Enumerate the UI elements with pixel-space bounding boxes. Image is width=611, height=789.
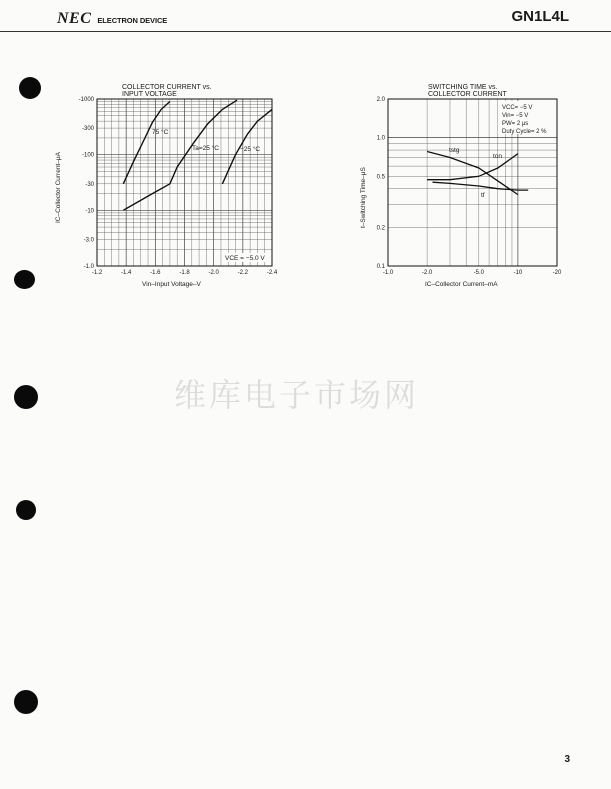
y-tick-label: -10 bbox=[85, 208, 94, 215]
y-tick-label: -100 bbox=[81, 152, 94, 159]
x-tick-label: -2.2 bbox=[237, 270, 249, 276]
x-tick-label: -1.2 bbox=[91, 270, 103, 276]
condition-vin: Vin= −5 V bbox=[502, 113, 529, 119]
y-tick-label: 2.0 bbox=[376, 97, 385, 103]
x-axis-label: IC–Collector Current–mA bbox=[425, 281, 498, 288]
header-brand bbox=[57, 10, 167, 28]
condition-duty: Duty Cycle= 2 % bbox=[502, 129, 547, 135]
annotation-75c: 75 °C bbox=[152, 129, 169, 136]
condition-pw: PW= 2 μs bbox=[502, 121, 529, 127]
y-tick-label: 0.5 bbox=[376, 174, 385, 181]
series-line bbox=[123, 100, 237, 210]
x-tick-label: -20 bbox=[552, 270, 562, 276]
brand-logo: NEC bbox=[57, 10, 92, 27]
punch-hole bbox=[14, 690, 38, 714]
x-tick-label: -1.8 bbox=[179, 270, 190, 276]
chart-title-line2: INPUT VOLTAGE bbox=[122, 91, 177, 98]
x-tick-label: -2.4 bbox=[266, 270, 278, 276]
collector-current-chart bbox=[50, 78, 290, 298]
y-axis-label: IC–Collector Current–μA bbox=[55, 152, 62, 223]
y-tick-label: 0.1 bbox=[376, 264, 385, 270]
y-tick-label: -30 bbox=[85, 181, 94, 188]
punch-hole bbox=[16, 500, 36, 520]
brand-subtitle: ELECTRON DEVICE bbox=[97, 16, 168, 25]
series-line bbox=[433, 182, 529, 190]
x-tick-label: -1.0 bbox=[382, 270, 394, 276]
chart-title-line1: COLLECTOR CURRENT vs. bbox=[122, 84, 212, 91]
chart-title-line2: COLLECTOR CURRENT bbox=[428, 91, 507, 98]
x-tick-label: -5.0 bbox=[473, 270, 484, 276]
y-tick-label: -1.0 bbox=[83, 264, 94, 270]
chart-series bbox=[123, 100, 272, 210]
header-divider bbox=[0, 31, 611, 32]
annotation-vce: VCE = −5.0 V bbox=[225, 255, 265, 262]
label-tstg: tstg bbox=[449, 147, 460, 154]
label-tf: tf bbox=[481, 192, 485, 199]
y-tick-label: -300 bbox=[81, 126, 94, 133]
x-tick-label: -1.6 bbox=[150, 270, 161, 276]
x-tick-label: -10 bbox=[513, 270, 523, 276]
y-tick-label: -1000 bbox=[78, 97, 94, 103]
y-tick-label: 0.2 bbox=[376, 225, 385, 232]
punch-hole bbox=[19, 77, 41, 99]
watermark: 维库电子市场网 bbox=[174, 376, 420, 414]
chart-title-line1: SWITCHING TIME vs. bbox=[428, 84, 498, 91]
punch-hole bbox=[14, 385, 38, 409]
annotation-ta25c: Ta=25 °C bbox=[192, 145, 219, 152]
x-tick-label: -2.0 bbox=[208, 270, 219, 276]
annotation-minus25c: −25 °C bbox=[240, 146, 261, 153]
y-tick-label: 1.0 bbox=[376, 135, 385, 142]
label-ton: ton bbox=[493, 153, 503, 160]
punch-hole bbox=[14, 270, 35, 289]
series-line bbox=[427, 152, 518, 195]
chart-series bbox=[427, 152, 528, 195]
x-tick-label: -2.0 bbox=[421, 270, 433, 276]
page-number: 3 bbox=[564, 754, 570, 765]
condition-vcc: VCC= −5 V bbox=[502, 105, 533, 111]
switching-time-chart bbox=[345, 78, 575, 298]
x-tick-label: -1.4 bbox=[120, 270, 132, 276]
x-axis-label: Vin–Input Voltage–V bbox=[142, 281, 201, 288]
y-tick-label: -3.0 bbox=[83, 237, 94, 244]
part-number: GN1L4L bbox=[511, 8, 569, 25]
y-axis-label: t–Switching Time–μS bbox=[360, 167, 367, 228]
